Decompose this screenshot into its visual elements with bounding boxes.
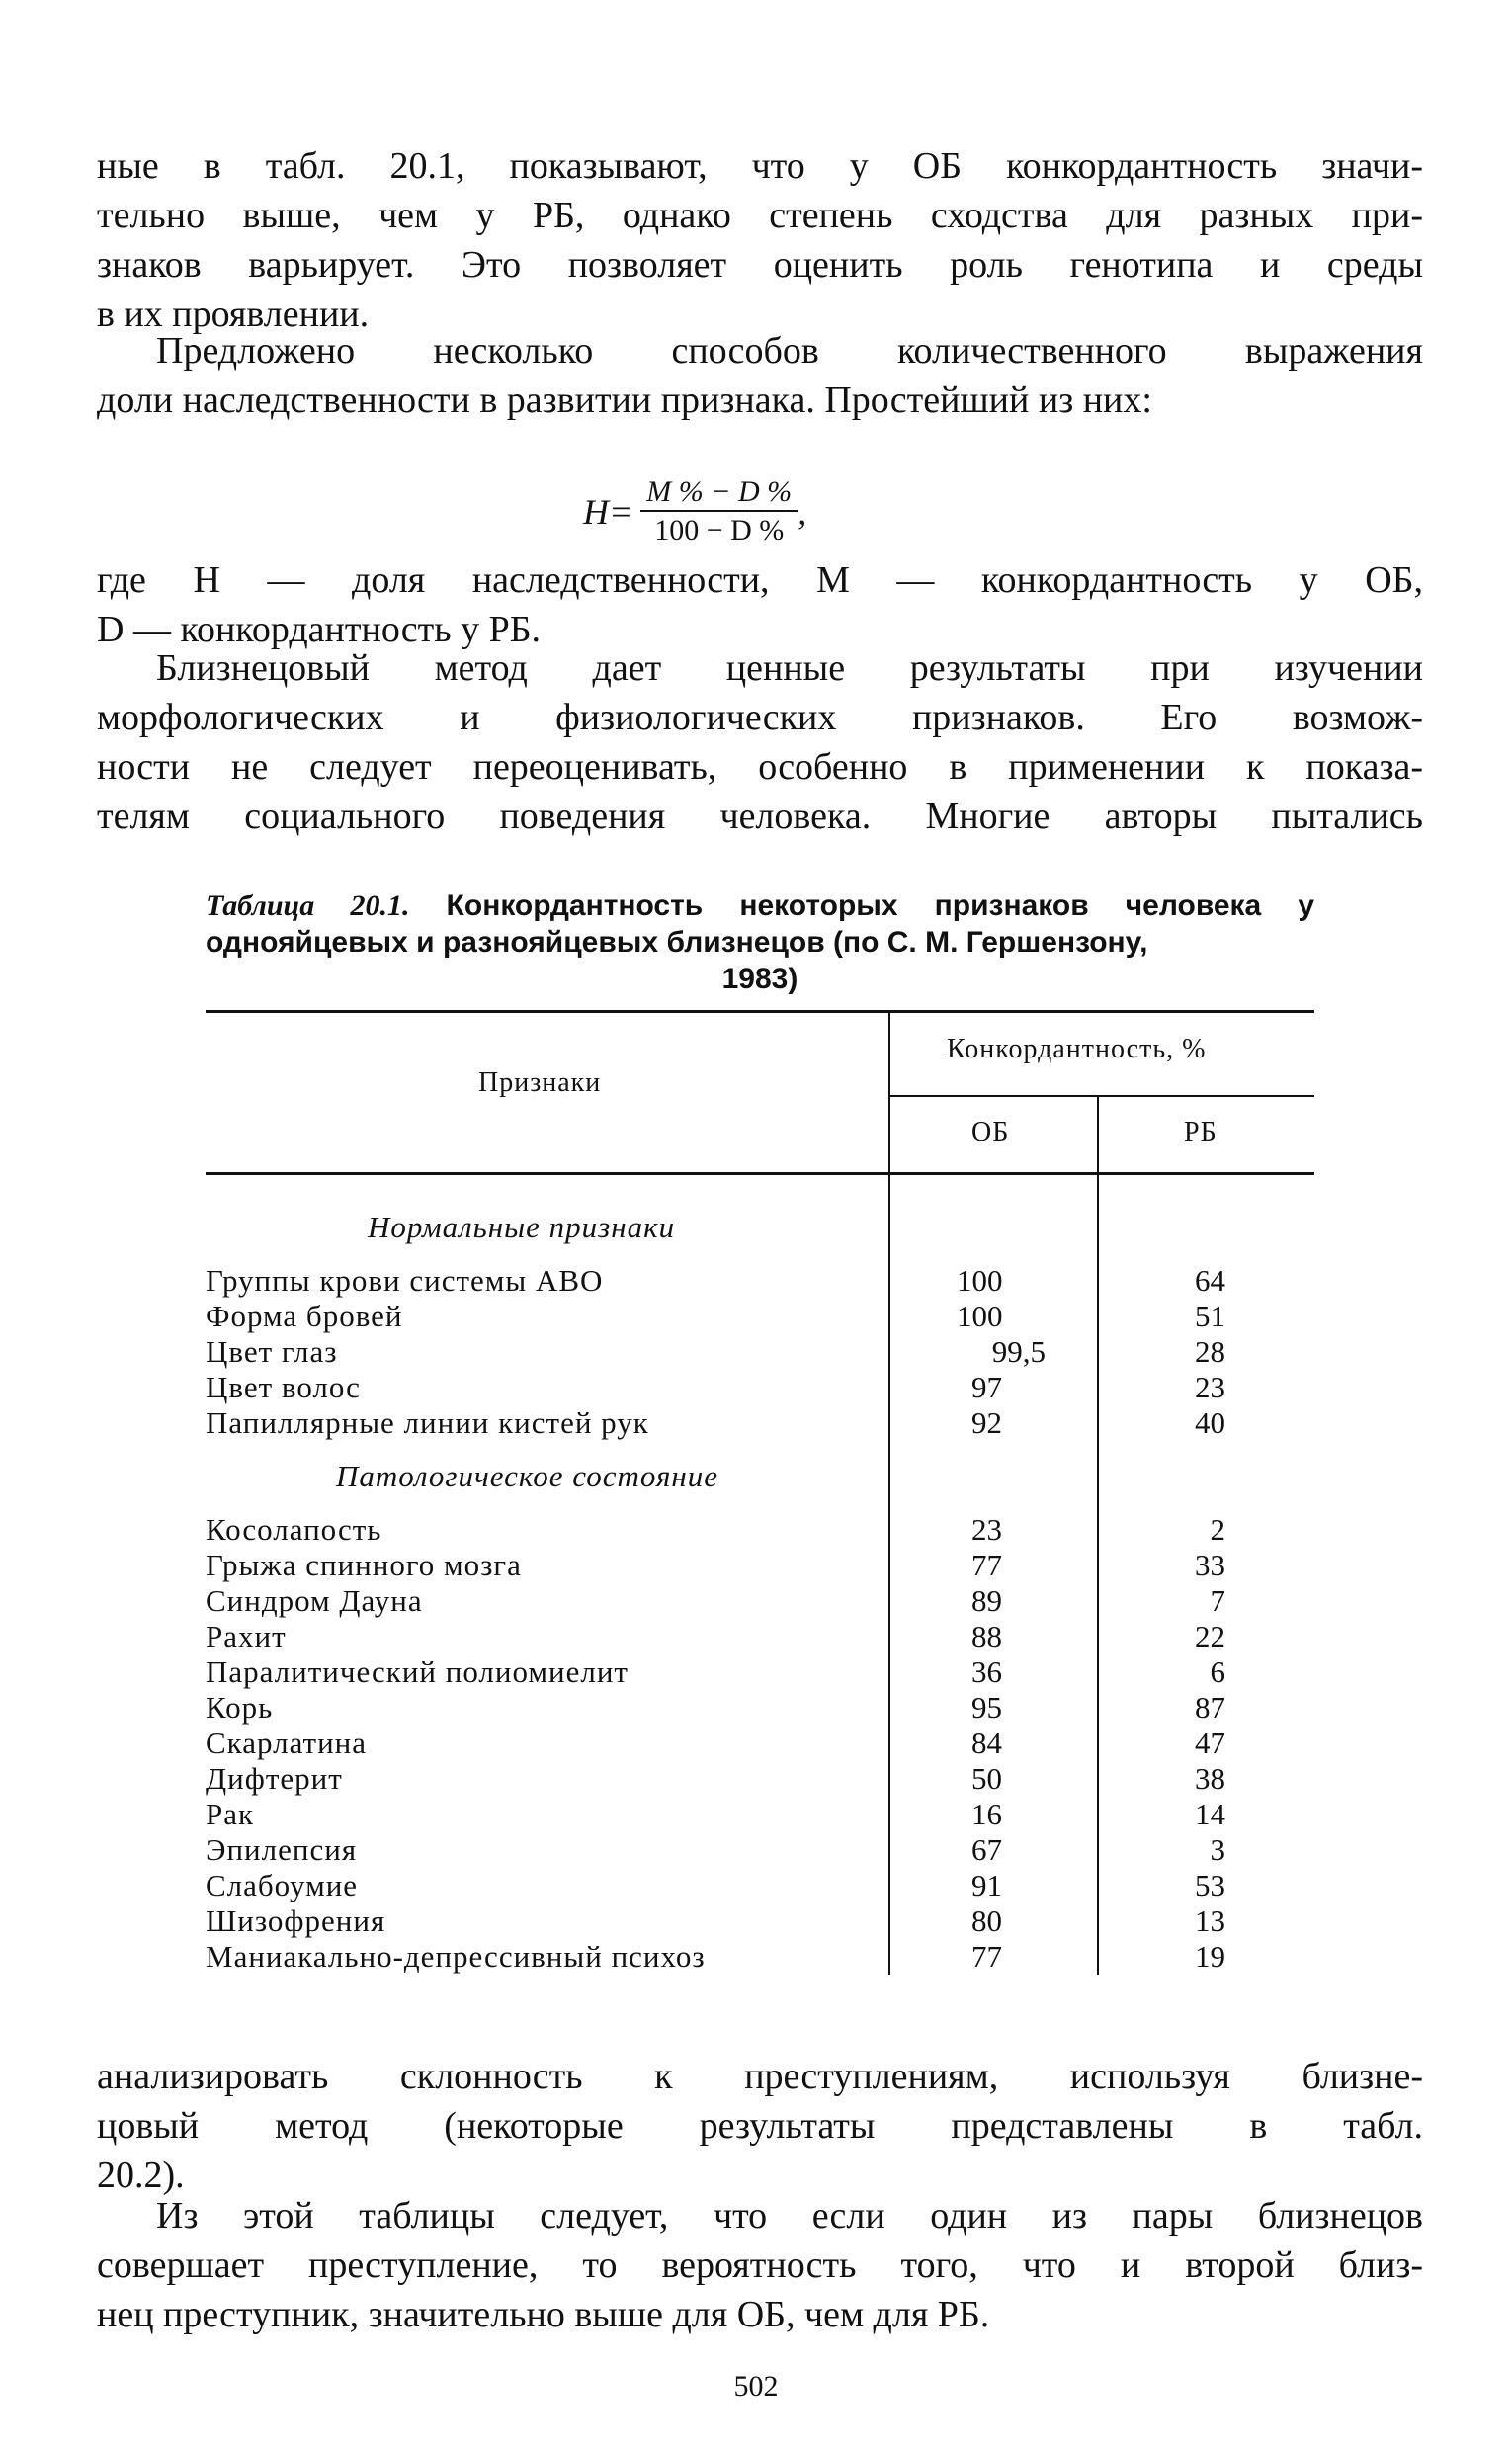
text-line: Из этой таблицы следует, что если один из пары близнецов	[156, 2195, 1423, 2237]
text-line: Близнецовый метод дает ценные результаты при изучении	[156, 647, 1423, 689]
table-row-rb-value: 87	[1195, 1690, 1225, 1725]
table-subheader-rule	[889, 1095, 1314, 1097]
table-vline-1	[888, 1010, 890, 1975]
table-row-ob-value: 77	[971, 1939, 1002, 1974]
table-row-rb-value: 7	[1210, 1583, 1225, 1618]
table-row-feature: Грыжа спинного мозга	[206, 1548, 522, 1582]
table-row-rb-value: 2	[1210, 1512, 1225, 1547]
table-row-rb-value: 23	[1195, 1370, 1225, 1404]
text-line: 20.2).	[97, 2155, 185, 2196]
table-row-rb-value: 38	[1195, 1761, 1225, 1796]
table-top-rule	[206, 1010, 1314, 1013]
table-row-ob-value: 77	[971, 1548, 1002, 1582]
page-number: 502	[733, 2370, 779, 2403]
table-row-ob-value: 95	[971, 1690, 1002, 1725]
table-row-feature: Синдром Дауна	[206, 1583, 423, 1618]
table-row-feature: Цвет волос	[206, 1370, 361, 1404]
paragraph-3	[97, 555, 1423, 654]
table-row-feature: Шизофрения	[206, 1903, 386, 1938]
table-row-feature: Паралитический полиомиелит	[206, 1654, 629, 1689]
text-line: ные в табл. 20.1, показывают, что у ОБ конкордантность значи-	[97, 145, 1423, 187]
table-row-ob-value: 100	[957, 1263, 1003, 1298]
table-section-title: Патологическое состояние	[336, 1459, 718, 1493]
text-line: где H — доля наследственности, M — конкордантность у ОБ,	[97, 559, 1423, 601]
column-header-feature: Признаки	[478, 1067, 602, 1098]
table-row-rb-value: 3	[1210, 1832, 1225, 1867]
table-row-feature: Маниакально-депрессивный психоз	[206, 1939, 706, 1974]
column-header-rb: РБ	[1184, 1117, 1218, 1147]
paragraph-6	[97, 2191, 1423, 2339]
table-caption-year: 1983)	[721, 963, 798, 995]
table-caption-label: Таблица 20.1.	[206, 889, 410, 922]
table-row-rb-value: 14	[1195, 1797, 1225, 1831]
text-line: знаков варьирует. Это позволяет оценить роль генотипа и среды	[97, 244, 1423, 286]
column-header-ob: ОБ	[971, 1117, 1010, 1147]
table-row-feature: Группы крови системы АВО	[206, 1263, 604, 1298]
paragraph-2	[97, 326, 1423, 425]
table-row-rb-value: 40	[1195, 1405, 1225, 1440]
table-row-ob-value: 97	[971, 1370, 1002, 1404]
table-row-rb-value: 64	[1195, 1263, 1225, 1298]
table-row-ob-value: 16	[971, 1797, 1002, 1831]
text-line: тельно выше, чем у РБ, однако степень сходства для разных при-	[97, 195, 1423, 236]
table-row-feature: Скарлатина	[206, 1726, 368, 1760]
table-vline-2	[1097, 1095, 1099, 1975]
table-row-feature: Дифтерит	[206, 1761, 343, 1796]
table-row-feature: Эпилепсия	[206, 1832, 358, 1867]
formula-denominator: 100 − D %	[654, 514, 785, 547]
text-line: D — конкордантность у РБ.	[97, 609, 542, 650]
table-row-rb-value: 19	[1195, 1939, 1225, 1974]
table-row-ob-value: 84	[971, 1726, 1002, 1760]
table-row-feature: Цвет глаз	[206, 1334, 338, 1369]
table-row-feature: Корь	[206, 1690, 274, 1725]
text-line: телям социального поведения человека. Многие авторы пытались	[97, 796, 1423, 837]
table-row-rb-value: 47	[1195, 1726, 1225, 1760]
table-row-ob-value: 92	[971, 1405, 1002, 1440]
text-line: морфологических и физиологических признаков. Его возмож-	[97, 697, 1423, 738]
table-row-feature: Рак	[206, 1797, 255, 1831]
text-line: совершает преступление, то вероятность того, что и второй близ-	[97, 2244, 1423, 2286]
text-line: цовый метод (некоторые результаты представлены в табл.	[97, 2105, 1423, 2147]
table-row-feature: Косолапость	[206, 1512, 382, 1547]
formula-lhs: H=	[583, 492, 633, 532]
table-row-ob-value: 99,5	[991, 1334, 1046, 1369]
table-row-feature: Папиллярные линии кистей рук	[206, 1405, 649, 1440]
formula-numerator: M % − D %	[640, 474, 798, 512]
table-row-ob-value: 91	[971, 1868, 1002, 1902]
table-row-rb-value: 6	[1210, 1654, 1225, 1689]
formula-fraction	[640, 474, 798, 550]
table-row-ob-value: 89	[971, 1583, 1002, 1618]
table-row-ob-value: 50	[971, 1761, 1002, 1796]
table-row-feature: Слабоумие	[206, 1868, 359, 1902]
table-row-ob-value: 88	[971, 1619, 1002, 1653]
table-row-rb-value: 33	[1195, 1548, 1225, 1582]
paragraph-4	[97, 643, 1423, 841]
table-caption	[206, 888, 1314, 997]
text-line: Предложено несколько способов количественного выражения	[156, 330, 1423, 372]
table-row-feature: Рахит	[206, 1619, 287, 1653]
table-row-ob-value: 36	[971, 1654, 1002, 1689]
table-row-rb-value: 22	[1195, 1619, 1225, 1653]
paragraph-1	[97, 141, 1423, 339]
text-line: доли наследственности в развитии признака. Простейший из них:	[97, 380, 1152, 421]
heritability-formula	[583, 463, 806, 561]
table-row-ob-value: 80	[971, 1903, 1002, 1938]
table-row-rb-value: 53	[1195, 1868, 1225, 1902]
text-line: нец преступник, значительно выше для ОБ, чем для РБ.	[97, 2294, 990, 2335]
table-row-rb-value: 51	[1195, 1299, 1225, 1333]
table-row-rb-value: 28	[1195, 1334, 1225, 1369]
table-header-rule	[206, 1172, 1314, 1175]
table-row-rb-value: 13	[1195, 1903, 1225, 1938]
paragraph-5	[97, 2052, 1423, 2200]
text-line: ности не следует переоценивать, особенно в применении к показа-	[97, 746, 1423, 788]
text-line: анализировать склонность к преступлениям, используя близне-	[97, 2056, 1423, 2097]
table-row-ob-value: 100	[957, 1299, 1003, 1333]
table-row-ob-value: 23	[971, 1512, 1002, 1547]
table-row-ob-value: 67	[971, 1832, 1002, 1867]
table-section-title: Нормальные признаки	[368, 1210, 676, 1244]
table-row-feature: Форма бровей	[206, 1299, 403, 1333]
text-line: в их проявлении.	[97, 294, 370, 335]
column-header-concordance: Конкордантность, %	[947, 1034, 1207, 1064]
formula-tail: ,	[798, 492, 807, 532]
table-caption-text: Конкордантность некоторых признаков человека у однояйцевых и разнояйцевых близнецов (по С. М. Гершензону,	[206, 889, 1315, 959]
